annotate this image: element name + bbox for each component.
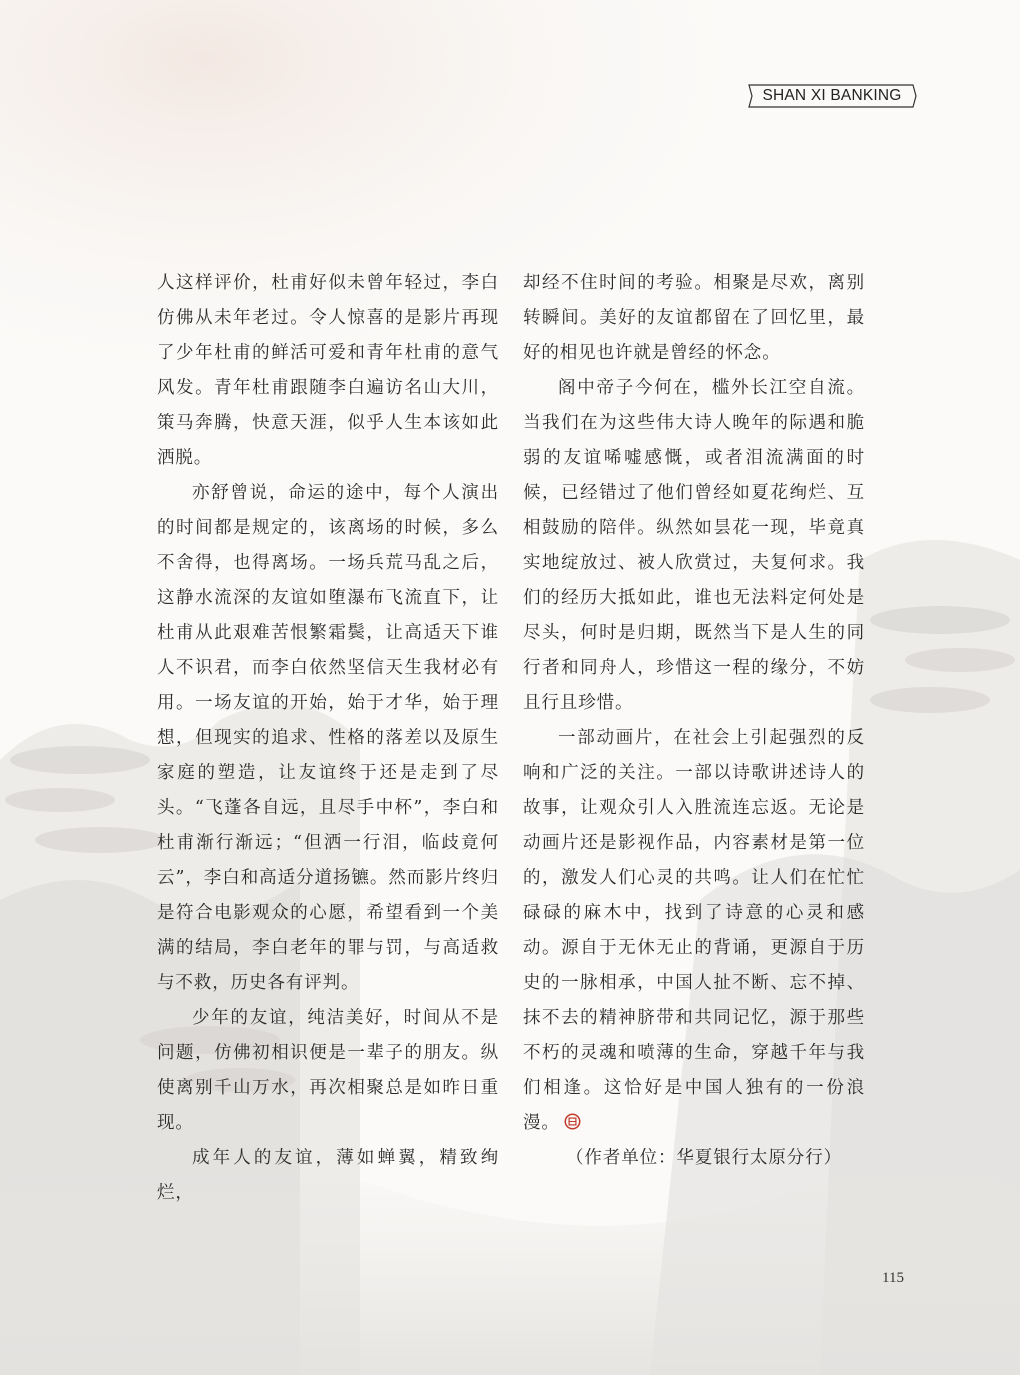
left-text-column	[157, 266, 499, 1211]
journal-header-tag	[747, 84, 917, 108]
paragraph-final	[523, 721, 865, 1141]
header-tag-text: SHAN XI BANKING	[762, 87, 902, 104]
paragraph: 却经不住时间的考验。相聚是尽欢，离别转瞬间。美好的友谊都留在了回忆里，最好的相见也许就是曾经的怀念。	[523, 273, 865, 363]
right-text-column	[523, 266, 865, 1176]
paragraph: 少年的友谊，纯洁美好，时间从不是问题，仿佛初相识便是一辈子的朋友。纵使离别千山万水，再次相聚总是如昨日重现。	[157, 1008, 499, 1133]
paragraph: 成年人的友谊，薄如蝉翼，精致绚烂，	[157, 1148, 499, 1203]
paragraph: 人这样评价，杜甫好似未曾年轻过，李白仿佛从未年老过。令人惊喜的是影片再现了少年杜甫的鲜活可爱和青年杜甫的意气风发。青年杜甫跟随李白遍访名山大川，策马奔腾，快意天涯，似乎人生本该如此洒脱。	[157, 273, 499, 468]
author-affiliation: （作者单位：华夏银行太原分行）	[566, 1148, 842, 1168]
red-seal-icon	[564, 1113, 581, 1130]
page-number: 115	[882, 1270, 904, 1286]
paragraph: 阁中帝子今何在，槛外长江空自流。当我们在为这些伟大诗人晚年的际遇和脆弱的友谊唏嘘感慨，或者泪流满面的时候，已经错过了他们曾经如夏花绚烂、互相鼓励的陪伴。纵然如昙花一现，毕竟真实地绽放过、被人欣赏过，夫复何求。我们的经历大抵如此，谁也无法料定何处是尽头，何时是归期，既然当下是人生的同行者和同舟人，珍惜这一程的缘分，不妨且行且珍惜。	[523, 378, 865, 713]
paragraph-text: 一部动画片，在社会上引起强烈的反响和广泛的关注。一部以诗歌讲述诗人的故事，让观众引人入胜流连忘返。无论是动画片还是影视作品，内容素材是第一位的，激发人们心灵的共鸣。让人们在忙忙碌碌的麻木中，找到了诗意的心灵和感动。源自于无休无止的背诵，更源自于历史的一脉相承，中国人扯不断、忘不掉、抹不去的精神脐带和共同记忆，源于那些不朽的灵魂和喷薄的生命，穿越千年与我们相逢。这恰好是中国人独有的一份浪漫。	[523, 728, 865, 1133]
paragraph: 亦舒曾说，命运的途中，每个人演出的时间都是规定的，该离场的时候，多么不舍得，也得离场。一场兵荒马乱之后，这静水流深的友谊如堕瀑布飞流直下，让杜甫从此艰难苦恨繁霜鬓，让高适天下谁人不识君，而李白依然坚信天生我材必有用。一场友谊的开始，始于才华，始于理想，但现实的追求、性格的落差以及原生家庭的塑造，让友谊终于还是走到了尽头。“飞蓬各自远，且尽手中杯”，李白和杜甫渐行渐远；“但洒一行泪，临歧竟何云”，李白和高适分道扬镳。然而影片终归是符合电影观众的心愿，希望看到一个美满的结局，李白老年的罪与罚，与高适救与不救，历史各有评判。	[157, 483, 499, 993]
